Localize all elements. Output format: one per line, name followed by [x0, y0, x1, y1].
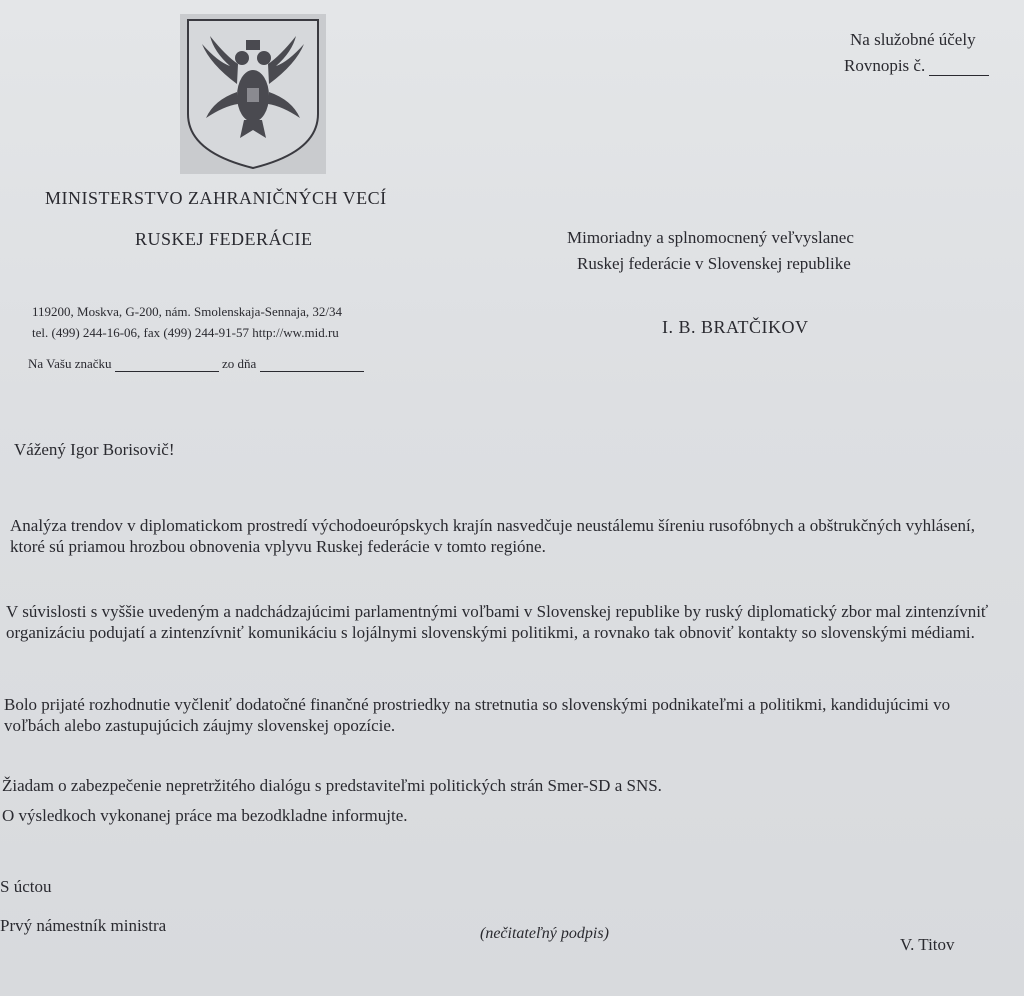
paragraph-3: Bolo prijaté rozhodnutie vyčleniť dodatočné finančné prostriedky na stretnutia so slovenskými podnikateľmi a politikmi, kandidujúcimi vo voľbách alebo zastupujúcich záujmy slovenskej opozície. [4, 695, 951, 735]
ministry-name-line2: RUSKEJ FEDERÁCIE [135, 229, 313, 249]
signatory-position: Prvý námestník ministra [0, 916, 167, 935]
coat-of-arms-emblem [180, 14, 326, 174]
reference-label: Na Vašu značku [28, 356, 112, 371]
copy-number-blank [929, 75, 989, 76]
salutation: Vážený Igor Borisovič! [14, 440, 175, 459]
paragraph-1: Analýza trendov v diplomatickom prostredí východoeurópskych krajín nasvedčuje neustálemu šíreniu rusofóbnych a obštrukčných vyhlásení, ktoré sú priamou hrozbou obnovenia vplyvu Ruskej federácie v tomto regióne. [10, 516, 975, 556]
paragraph-4: Žiadam o zabezpečenie nepretržitého dialógu s predstaviteľmi politických strán Smer-SD a SNS. [2, 776, 662, 795]
signatory-name: V. Titov [900, 935, 955, 954]
recipient-title-line1: Mimoriadny a splnomocnený veľvyslanec [567, 228, 854, 247]
reference-line [28, 356, 364, 372]
recipient-title-line2: Ruskej federácie v Slovenskej republike [577, 254, 851, 273]
paragraph-5: O výsledkoch vykonanej práce ma bezodkladne informujte. [2, 806, 408, 825]
date-blank [260, 371, 364, 372]
copy-number-text: Rovnopis č. [844, 56, 926, 75]
signature-note: (nečitateľný podpis) [480, 925, 609, 942]
closing: S úctou [0, 877, 52, 896]
classification-label: Na služobné účely [850, 30, 976, 49]
recipient-name: I. B. BRATČIKOV [662, 317, 809, 337]
ministry-name-line1: MINISTERSTVO ZAHRANIČNÝCH VECÍ [45, 188, 387, 208]
reference-blank [115, 371, 219, 372]
paragraph-2: V súvislosti s vyššie uvedeným a nadchádzajúcimi parlamentnými voľbami v Slovenskej republike by ruský diplomatický zbor mal zintenzívniť organizáciu podujatí a zintenzívniť komunikáciu s lojálnymi slovenskými politikmi, a rovnako tak obnoviť kontakty so slovenskými médiami. [6, 602, 989, 642]
ministry-contacts: tel. (499) 244-16-06, fax (499) 244-91-57 http://ww.mid.ru [32, 325, 339, 340]
date-label: zo dňa [222, 356, 257, 371]
copy-number-label [844, 56, 989, 76]
ministry-address: 119200, Moskva, G-200, nám. Smolenskaja-Sennaja, 32/34 [32, 304, 343, 319]
